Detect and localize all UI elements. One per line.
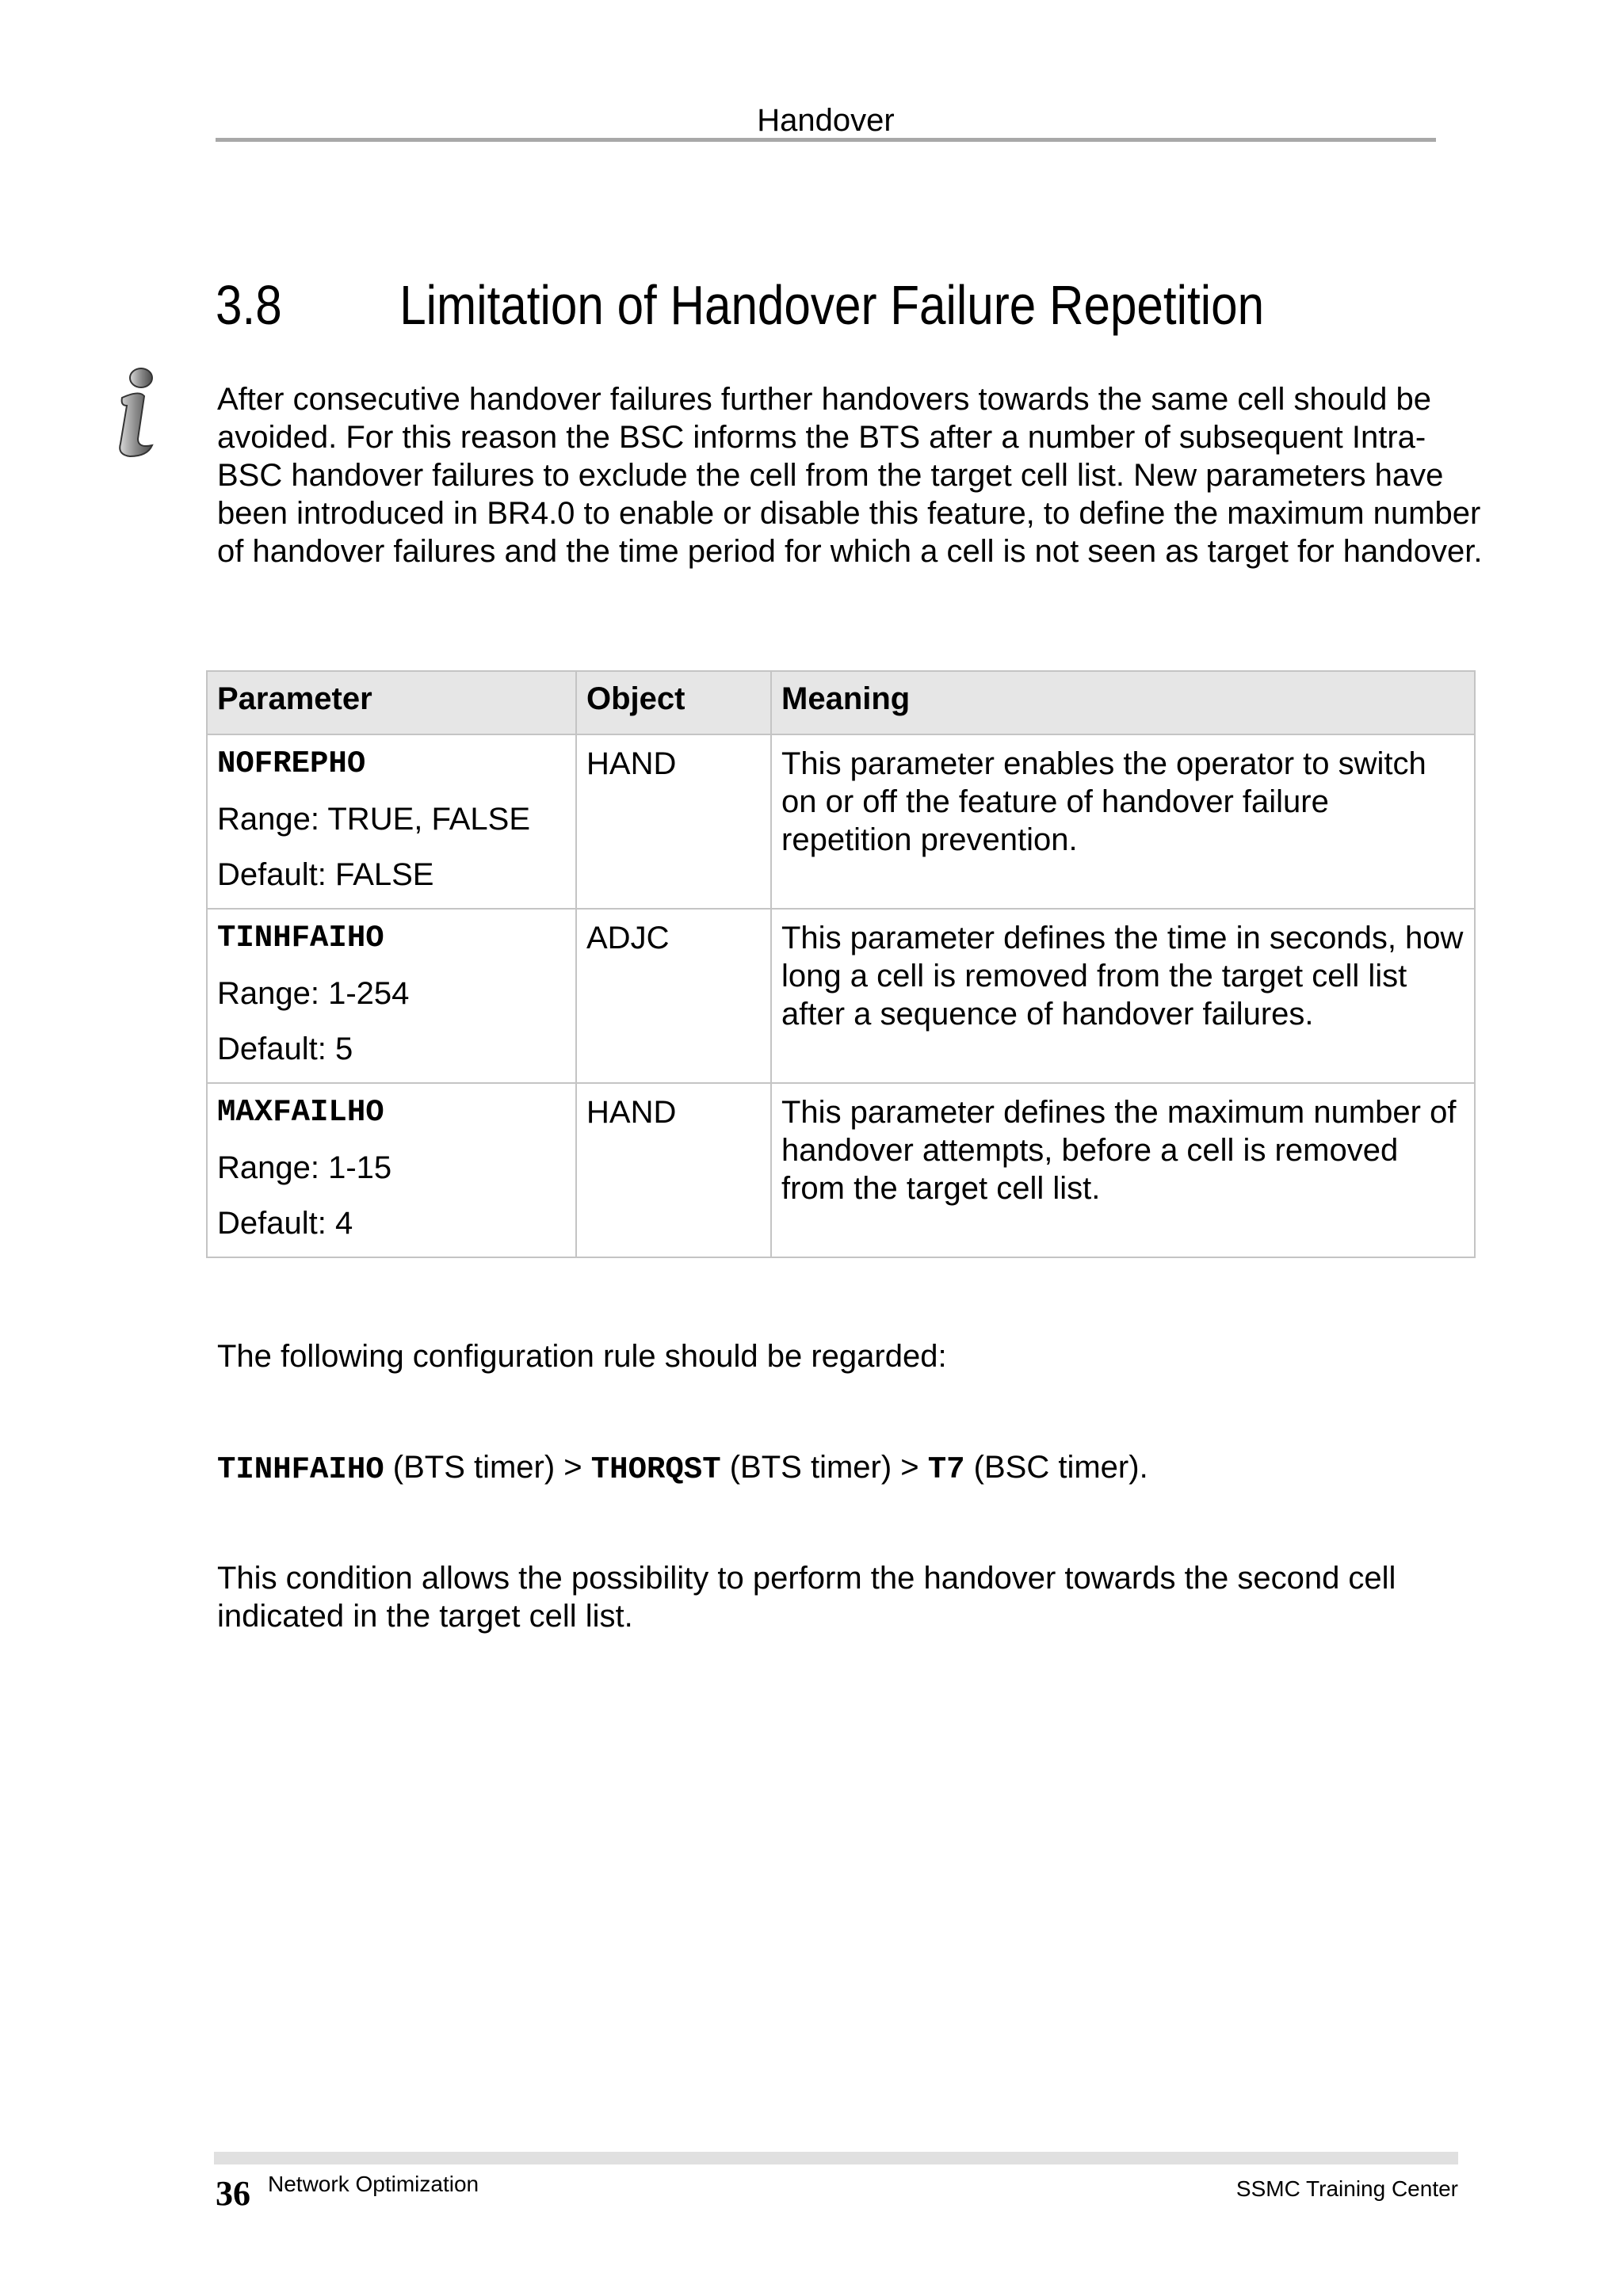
table-row <box>207 1083 1475 1257</box>
parameter-name: NOFREPHO <box>217 746 366 781</box>
configuration-rule <box>217 1448 1485 1489</box>
parameter-default: Default: FALSE <box>217 857 434 892</box>
rule-text-2: (BTS timer) > <box>720 1450 928 1485</box>
rule-text-3: (BSC timer). <box>964 1450 1148 1485</box>
footer-divider <box>214 2152 1458 2164</box>
rule-param-t7: T7 <box>927 1452 965 1487</box>
info-icon <box>108 366 162 460</box>
page-number: 36 <box>216 2174 250 2213</box>
rule-intro-text: The following configuration rule should be regarded: <box>217 1339 947 1374</box>
parameter-cell <box>207 1083 576 1257</box>
header-parameter: Parameter <box>207 671 576 734</box>
object-cell: HAND <box>576 1083 771 1257</box>
meaning-cell: This parameter enables the operator to switch on or off the feature of handover failure repetition prevention. <box>771 734 1475 909</box>
meaning-cell: This parameter defines the maximum number of handover attempts, before a cell is removed from the target cell list. <box>771 1083 1475 1257</box>
header-object: Object <box>576 671 771 734</box>
footer-organization: SSMC Training Center <box>1235 2176 1458 2201</box>
parameter-cell <box>207 909 576 1083</box>
table-row <box>207 734 1475 909</box>
meaning-cell: This parameter defines the time in seconds, how long a cell is removed from the target cell list after a sequence of handover failures. <box>771 909 1475 1083</box>
parameter-table-container <box>206 670 1474 1258</box>
parameter-table <box>206 670 1476 1258</box>
parameter-default: Default: 5 <box>217 1032 353 1066</box>
header-divider <box>216 138 1436 142</box>
section-number: 3.8 <box>216 274 282 336</box>
header-meaning: Meaning <box>771 671 1475 734</box>
condition-paragraph: This condition allows the possibility to perform the handover towards the second cell indicated in the target cell list. <box>217 1561 1396 1634</box>
parameter-range: Range: 1-254 <box>217 976 410 1011</box>
page-header-title: Handover <box>757 103 895 138</box>
intro-paragraph: After consecutive handover failures further handovers towards the same cell should be avoided. For this reason the BSC informs the BTS after a number of subsequent Intra-BSC handover failures to exclude the cell from the target cell list. New parameters have been introduced in BR4.0 to enable or disable this feature, to define the maximum number of handover failures and the time period for which a cell is not seen as target for handover. <box>217 382 1483 569</box>
object-cell: ADJC <box>576 909 771 1083</box>
parameter-default: Default: 4 <box>217 1206 353 1241</box>
section-heading <box>216 269 1279 341</box>
parameter-name: MAXFAILHO <box>217 1095 384 1130</box>
parameter-range: Range: 1-15 <box>217 1150 392 1185</box>
rule-text-1: (BTS timer) > <box>384 1450 591 1485</box>
table-header-row <box>207 671 1475 734</box>
rule-param-tinhfaiho: TINHFAIHO <box>217 1452 384 1487</box>
parameter-name: TINHFAIHO <box>217 921 384 955</box>
parameter-range: Range: TRUE, FALSE <box>217 802 530 837</box>
parameter-cell <box>207 734 576 909</box>
object-cell: HAND <box>576 734 771 909</box>
section-title: Limitation of Handover Failure Repetition <box>399 274 1265 336</box>
rule-param-thorqst: THORQST <box>590 1452 721 1487</box>
footer-document-title: Network Optimization <box>268 2172 479 2196</box>
table-row <box>207 909 1475 1083</box>
